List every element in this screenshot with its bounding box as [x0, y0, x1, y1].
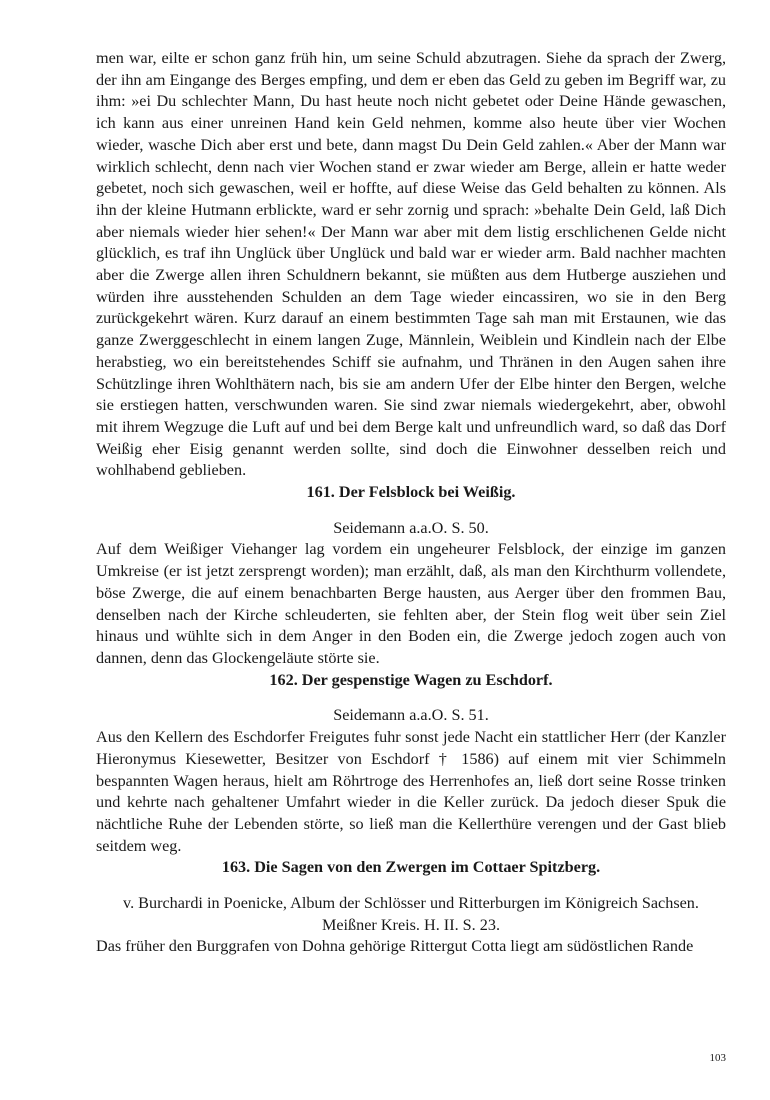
section-source-162: Seidemann a.a.O. S. 51. [333, 706, 489, 725]
section-source-163-line2: Meißner Kreis. H. II. S. 23. [321, 915, 501, 934]
paragraph-cotta: Das früher den Burggrafen von Dohna gehörige Rittergut Cotta liegt am südöstlichen Rande [96, 937, 694, 956]
paragraph-wagen: Aus den Kellern des Eschdorfer Freigutes fuhr sonst jede Nacht ein stattlicher Herr (der Kanzler Hieronymus Kiesewetter, Besitzer von Eschdorf † 1586) auf einem mit vier Schimmeln bespannten Wagen heraus, hielt am Röhrtroge des Herrenhofes an, ließ dort seine Rosse trinken und kehrte nach gehaltener Umfahrt wieder in die Keller zurück. Da jedoch dieser Spuk die nächtliche Ruhe der Lebenden störte, so ließ man die Kellerthüre verengen und der Gast blieb seitdem weg. [96, 728, 726, 855]
section-source-163-line1: v. Burchardi in Poenicke, Album der Schlösser und Ritterburgen im Königreich Sachsen. [123, 894, 699, 913]
page-content [96, 48, 726, 958]
section-title-163: 163. Die Sagen von den Zwergen im Cottaer Spitzberg. [221, 858, 601, 877]
section-title-161: 161. Der Felsblock bei Weißig. [306, 483, 516, 502]
paragraph-felsblock: Auf dem Weißiger Viehanger lag vordem ein ungeheurer Felsblock, der einzige im ganzen Umkreise (er ist jetzt zersprengt worden); man erzählt, daß, als man den Kirchthurm vollendete, böse Zwerge, die auf einem benachbarten Berge hausten, aus Aerger über den frommen Bau, denselben nach der Kirche schleuderten, sie fehlten aber, der Stein flog weit über sein Ziel hinaus und wühlte sich in dem Anger in den Boden ein, die Zwerge jedoch zogen auch von dannen, denn das Glockengeläute störte sie. [96, 540, 726, 667]
section-title-162: 162. Der gespenstige Wagen zu Eschdorf. [269, 670, 553, 689]
page-number: 103 [709, 1052, 726, 1064]
section-source-161: Seidemann a.a.O. S. 50. [333, 518, 489, 537]
paragraph-continuation: men war, eilte er schon ganz früh hin, um seine Schuld abzutragen. Siehe da sprach der Zwerg, der ihn am Eingange des Berges empfing, und dem er eben das Geld zu geben im Begriff war, zu ihm: »ei Du schlechter Mann, Du hast heute noch nicht gebetet oder Deine Hände gewaschen, ich kann aus einer unreinen Hand kein Geld nehmen, komme also heute über vier Wochen wieder, wasche Dich aber erst und bete, dann magst Du Dein Geld zahlen.« Aber der Mann war wirklich schlecht, denn nach vier Wochen stand er zwar wieder am Berge, allein er hatte weder gebetet, noch sich gewaschen, weil er hoffte, auf diese Weise das Geld behalten zu können. Als ihn der kleine Hutmann erblickte, ward er sehr zornig und sprach: »behalte Dein Geld, laß Dich aber niemals wieder hier sehen!« Der Mann war aber mit dem listig erschlichenen Gelde nicht glücklich, es traf ihn Unglück über Unglück und bald war er wieder arm. Bald nachher machten aber die Zwerge allen ihren Schuldnern bekannt, sie müßten aus dem Hutberge ausziehen und würden ihre ausstehenden Schulden an dem Tage wieder eincassiren, wo sie in den Berg zurückgekehrt wären. Kurz darauf an einem bestimmten Tage sah man mit Erstaunen, wie das ganze Zwerggeschlecht in einem langen Zuge, Männlein, Weiblein und Kindlein nach der Elbe herabstieg, wo ein bereitstehendes Schiff sie aufnahm, und Thränen in den Augen sahen ihre Schützlinge ihren Wohlthätern nach, bis sie am andern Ufer der Elbe hinter den Bergen, welche sie erstiegen hatten, verschwunden waren. Sie sind zwar niemals wiedergekehrt, aber, obwohl mit ihrem Wegzuge die Luft auf und bei dem Berge kalt und unfreundlich ward, so daß das Dorf Weißig eher Eisig genannt werden sollte, sind doch die Einwohner desselben reich und wohlhabend geblieben. [96, 49, 726, 480]
